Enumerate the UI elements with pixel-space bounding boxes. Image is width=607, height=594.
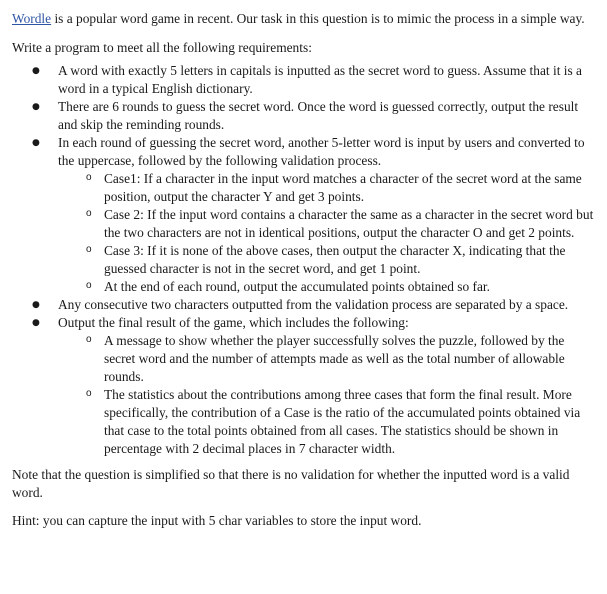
intro-paragraph: [12, 10, 595, 28]
requirement-item: [12, 314, 595, 458]
requirement-item: [12, 296, 595, 314]
validation-case-item: [58, 242, 595, 278]
requirement-text: In each round of guessing the secret word, another 5-letter word is input by users and converted to the uppercase, followed by the following validation process.: [58, 135, 585, 168]
validation-case-text: Case 2: If the input word contains a character the same as a character in the secret word but the two characters are not in identical positions, output the character O and get 2 points.: [104, 207, 594, 240]
final-result-text: The statistics about the contributions among three cases that form the final result. More specifically, the contribution of a Case is the ratio of the accumulated points obtained via that case to the total points obtained from all cases. The statistics should be shown in percentage with 2 decimal places in 7 character width.: [104, 387, 581, 456]
requirements-list: [12, 62, 595, 458]
requirement-item: [12, 134, 595, 296]
validation-case-item: [58, 206, 595, 242]
wordle-link[interactable]: Wordle: [12, 11, 52, 26]
requirements-heading: Write a program to meet all the following requirements:: [12, 40, 312, 55]
validation-case-text: Case 3: If it is none of the above cases, then output the character X, indicating that the guessed character is not in the secret word, and get 1 point.: [104, 243, 566, 276]
requirement-text: Any consecutive two characters outputted from the validation process are separated by a space.: [58, 297, 569, 312]
requirement-item: [12, 62, 595, 98]
intro-text: is a popular word game in recent. Our task in this question is to mimic the process in a simple way.: [51, 11, 585, 26]
validation-case-list: [58, 170, 595, 296]
final-result-text: A message to show whether the player successfully solves the puzzle, followed by the secret word and the number of attempts made as well as the total number of allowable rounds.: [104, 333, 565, 384]
requirement-text: Output the final result of the game, which includes the following:: [58, 315, 409, 330]
requirement-item: [12, 98, 595, 134]
validation-case-item: [58, 170, 595, 206]
validation-case-text: Case1: If a character in the input word matches a character of the secret word at the same position, output the character Y and get 3 points.: [104, 171, 582, 204]
note-paragraph: Note that the question is simplified so that there is no validation for whether the inputted word is a valid word.: [12, 467, 570, 500]
final-result-list: [58, 332, 595, 458]
requirement-text: A word with exactly 5 letters in capitals is inputted as the secret word to guess. Assume that it is a word in a typical English dictionary.: [58, 63, 582, 96]
validation-case-item: [58, 278, 595, 296]
hint-paragraph: Hint: you can capture the input with 5 char variables to store the input word.: [12, 513, 422, 528]
final-result-item: [58, 332, 595, 386]
final-result-item: [58, 386, 595, 458]
validation-case-text: At the end of each round, output the accumulated points obtained so far.: [104, 279, 490, 294]
requirement-text: There are 6 rounds to guess the secret word. Once the word is guessed correctly, output the result and skip the reminding rounds.: [58, 99, 579, 132]
